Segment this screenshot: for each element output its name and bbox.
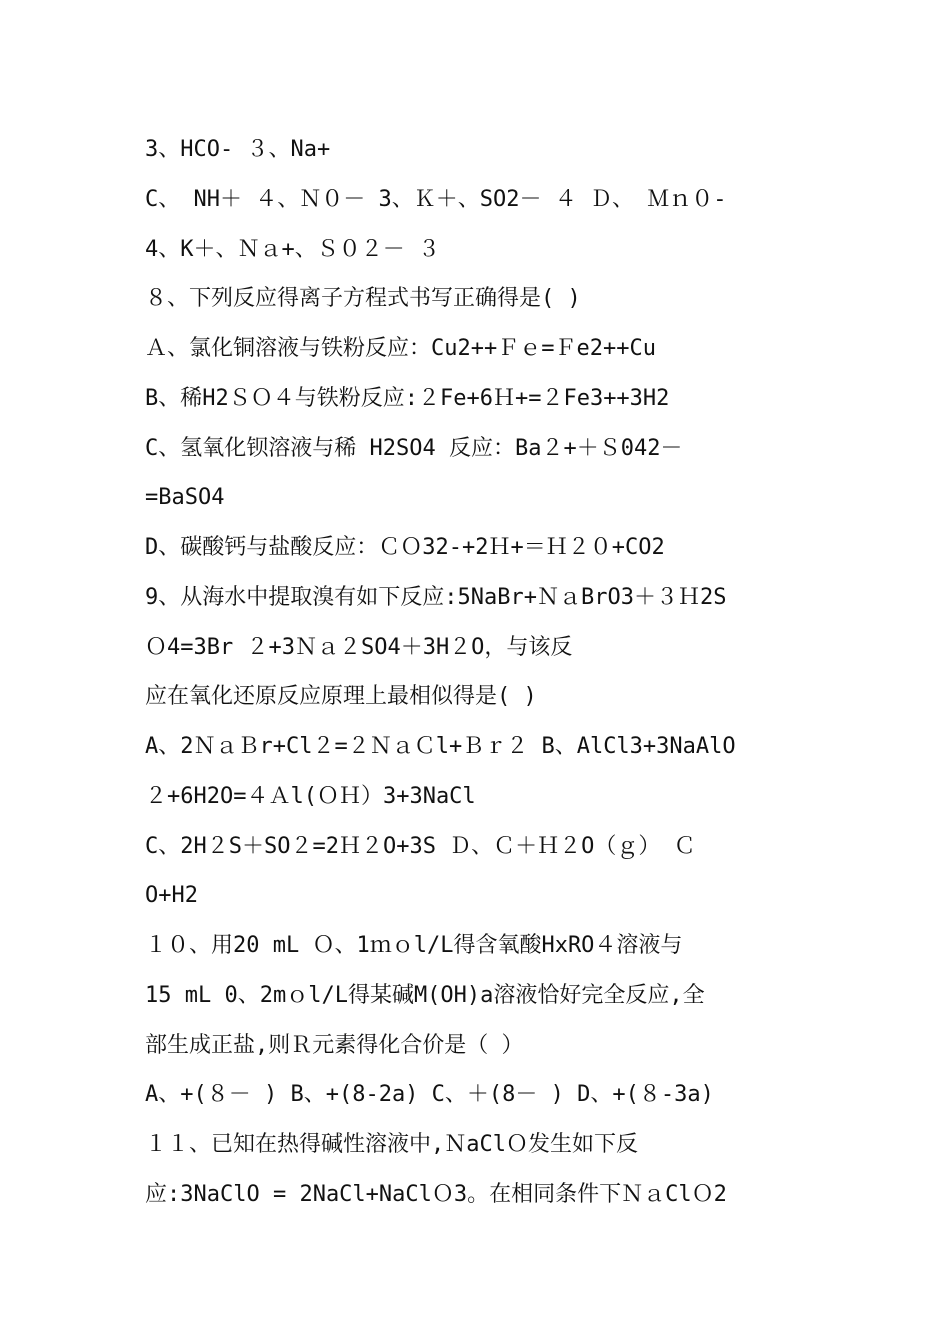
option-a: Ａ、氯化铜溶液与铁粉反应：Cu2++Ｆｅ=Ｆe2++Cu <box>145 336 656 361</box>
text-line: 部生成正盐,则Ｒ元素得化合价是（ ） <box>145 1033 524 1058</box>
option-ab: A、2ＮａＢr+Cl２=２ＮａＣl+Ｂｒ２ B、AlCl3+3NaAlO <box>145 734 736 759</box>
option-d: D、碳酸钙与盐酸反应：ＣＯ32-+2Ｈ+＝Ｈ２０+CO2 <box>145 535 665 560</box>
question-10: １０、用20 mL Ｏ、1ｍｏl/L得含氧酸HxRO４溶液与 <box>145 933 683 958</box>
text-line: 4、K＋、Ｎａ+、Ｓ０２－ ３ <box>145 237 440 262</box>
question-9: 9、从海水中提取溴有如下反应:5NaBr+ＮａBrO3＋３Ｈ2S <box>145 585 727 610</box>
text-line: 应在氧化还原反应原理上最相似得是( ) <box>145 684 537 709</box>
question-11: １１、已知在热得碱性溶液中,ＮaClＯ发生如下反 <box>145 1132 638 1157</box>
text-line: 15 mL 0、2mｏl/L得某碱M(OH)a溶液恰好完全反应,全 <box>145 983 705 1008</box>
option-cd: C、2H２S＋SO２=2Ｈ２O+3S Ｄ、Ｃ＋Ｈ２O（ｇ） Ｃ <box>145 834 696 859</box>
option-c: C、氢氧化钡溶液与稀 H2SO4 反应：Ba２+＋Ｓ042－ <box>145 436 683 461</box>
text-line: =BaSO4 <box>145 485 225 510</box>
text-line: Ｏ4=3Br ２+3Ｎａ２SO4＋3H２O，与该反 <box>145 635 573 660</box>
text-line: C、 NH＋ ４、Ｎ０－ 3、Ｋ＋、SO2－ ４ Ｄ、 Ｍｎ０- <box>145 187 727 212</box>
question-8: ８、下列反应得离子方程式书写正确得是( ) <box>145 286 581 311</box>
text-line: 应:3NaClO = 2NaCl+NaClＯ3。在相同条件下ＮａClＯ2 <box>145 1182 727 1207</box>
text-line: O+H2 <box>145 883 198 908</box>
option-b: B、稀H2ＳＯ４与铁粉反应:２Fe+6Ｈ+=２Fe3++3H2 <box>145 386 670 411</box>
options-10: A、+(８－ ) B、+(8-2a) C、＋(8－ ) D、+(８-3a) <box>145 1082 714 1107</box>
text-line: ２+6H2O=４Ａl(ＯＨ）3+3NaCl <box>145 784 476 809</box>
text-line: 3、HCO- ３、Na+ <box>145 137 331 162</box>
